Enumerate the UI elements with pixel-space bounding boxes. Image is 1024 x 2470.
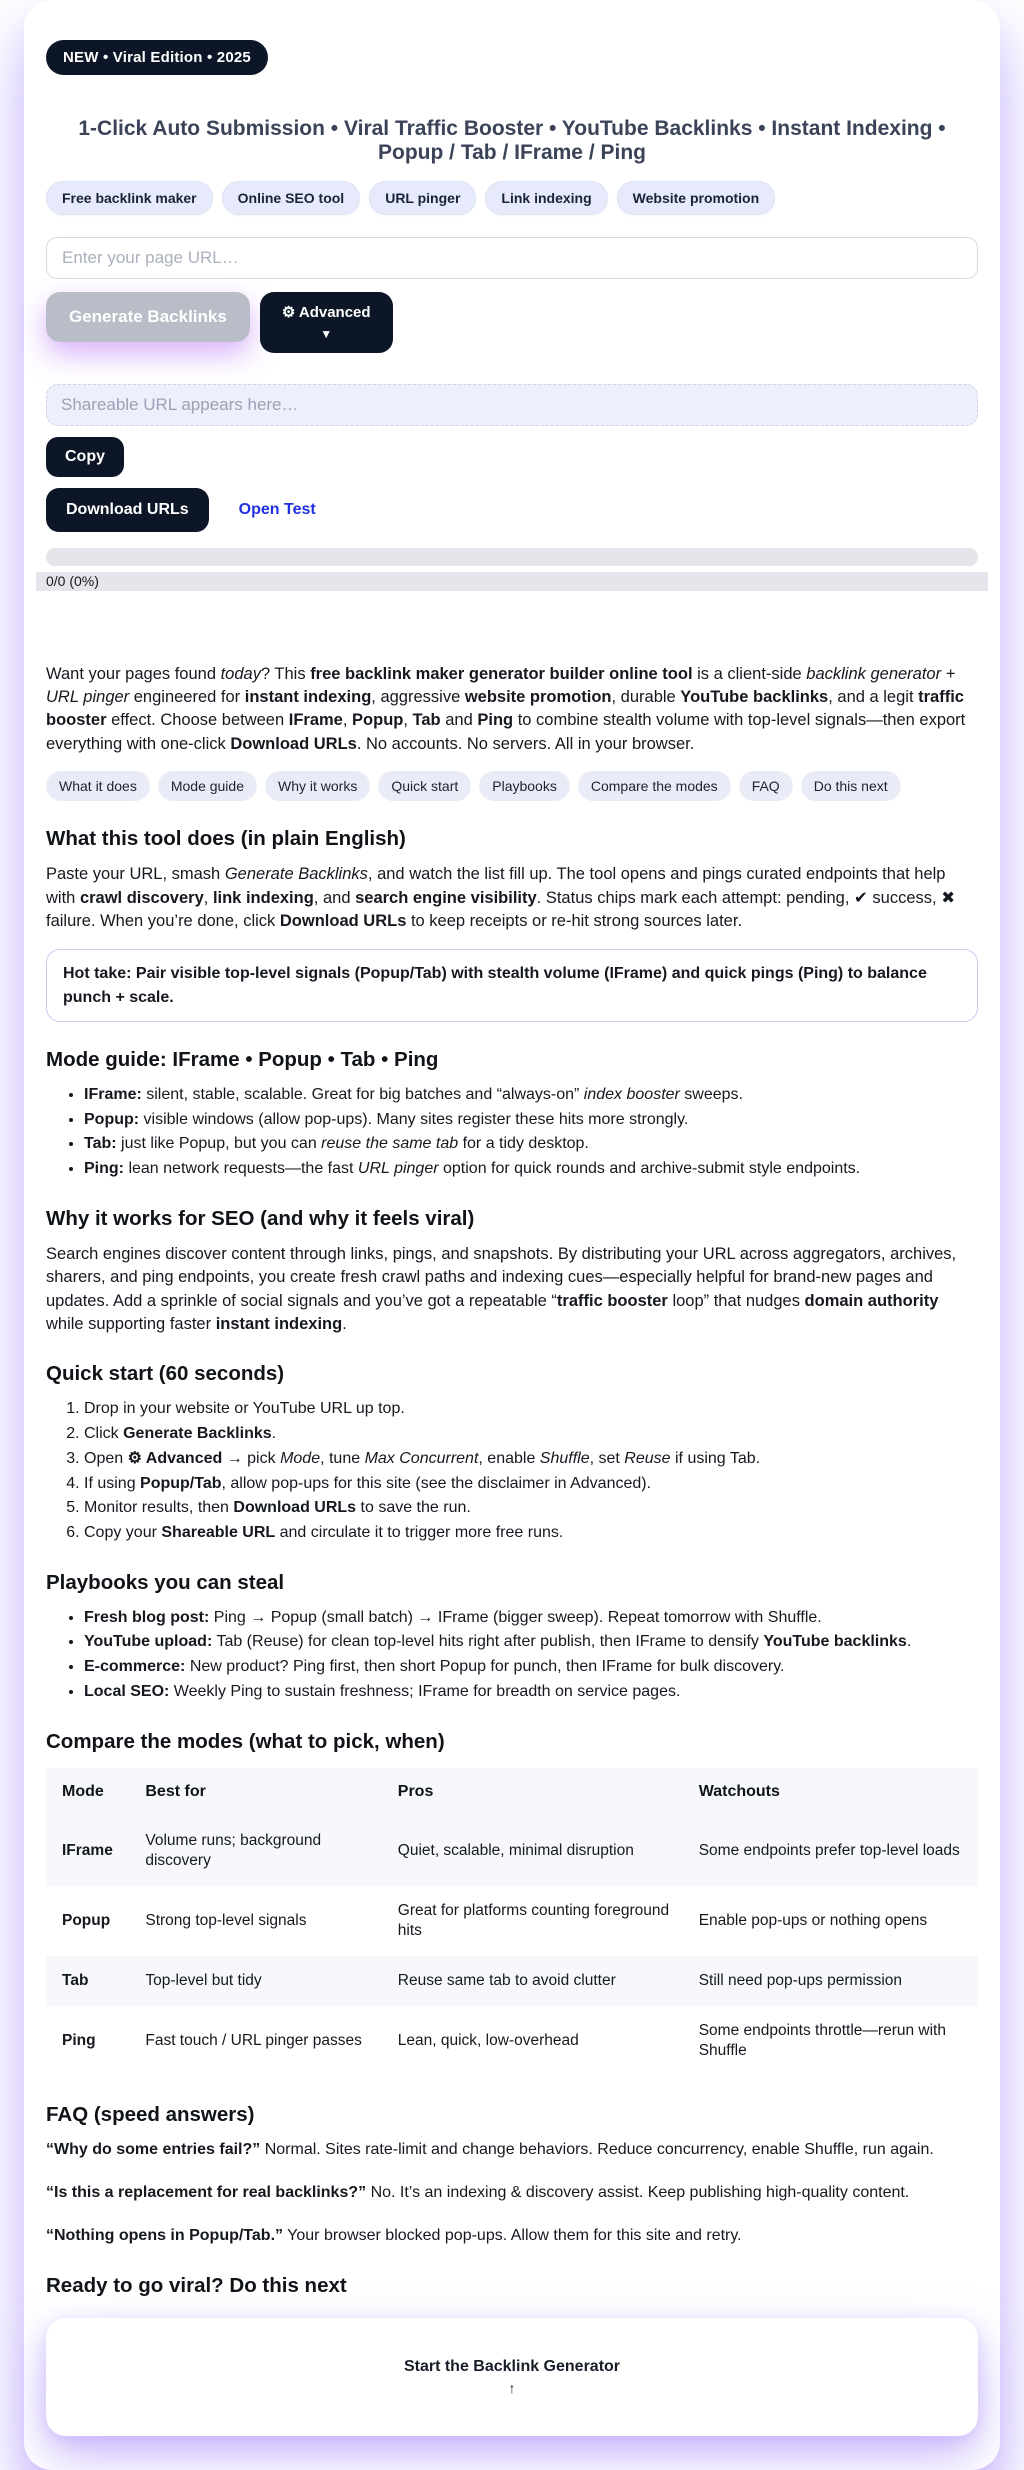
section-nav-chip[interactable]: Compare the modes xyxy=(578,771,731,801)
hot-take-callout: Hot take: Pair visible top-level signals (Popup/Tab) with stealth volume (IFrame) and quick pings (Ping) to balance punch + scale. xyxy=(46,949,978,1021)
table-cell-pros: Lean, quick, low-overhead xyxy=(397,2032,579,2050)
list-item: • Popup: visible windows (allow pop-ups). Many sites register these hits more strongly. xyxy=(84,1109,978,1132)
table-cell-mode: Popup xyxy=(62,1911,111,1929)
table-cell-mode: IFrame xyxy=(62,1841,113,1859)
cta-heading: Ready to go viral? Do this next xyxy=(46,2273,347,2297)
table-cell-pros: Reuse same tab to avoid clutter xyxy=(397,1972,616,1990)
table-row xyxy=(46,1886,978,1956)
section-nav xyxy=(46,771,978,801)
list-item: • Tab: just like Popup, but you can reuse the same tab for a tidy desktop. xyxy=(84,1133,978,1156)
keyword-chip: Free backlink maker xyxy=(46,181,213,215)
table-cell-pros: Quiet, scalable, minimal disruption xyxy=(397,1841,634,1859)
section-nav-chip[interactable]: What it does xyxy=(46,771,150,801)
section-nav-chip[interactable]: FAQ xyxy=(739,771,793,801)
list-item: • YouTube upload: Tab (Reuse) for clean top-level hits right after publish, then IFrame to densify YouTube backlinks. xyxy=(84,1631,978,1654)
what-paragraph: Paste your URL, smash Generate Backlinks, and watch the list fill up. The tool opens and pings curated endpoints that help with crawl discovery, link indexing, and search engine visibility. Status chips mark each attempt: pending, ✔ success, ✖ failure. When you’re done, click Download URLs to keep receipts or re-hit strong sources later. xyxy=(46,865,956,931)
table-header xyxy=(46,1768,978,1816)
table-cell-mode: Ping xyxy=(62,2032,96,2050)
table-header-row xyxy=(46,1768,978,1816)
copy-button[interactable]: Copy xyxy=(46,437,124,477)
why-heading: Why it works for SEO (and why it feels viral) xyxy=(46,1206,475,1230)
start-generator-link[interactable]: Start the Backlink Generator xyxy=(403,2357,621,2375)
list-item: • E-commerce: New product? Ping first, then short Popup for punch, then IFrame for bulk discovery. xyxy=(84,1656,978,1679)
download-urls-button[interactable]: Download URLs xyxy=(46,488,209,532)
chevron-down-icon: ▼ xyxy=(320,326,333,341)
mode-guide-list xyxy=(46,1084,978,1181)
main-card xyxy=(24,0,1000,2470)
intro-paragraph: Want your pages found today? This free backlink maker generator builder online tool is a client-side backlink generator + URL pinger engineered for instant indexing, aggressive website promotion, durable YouTube backlinks, and a legit traffic booster effect. Choose between IFrame, Popup, Tab and Ping to combine stealth volume with top-level signals—then export everything with one-click Download URLs. No accounts. No servers. All in your browser. xyxy=(46,664,966,753)
table-header-cell: Pros xyxy=(397,1782,434,1800)
mode-guide-heading: Mode guide: IFrame • Popup • Tab • Ping xyxy=(46,1047,439,1071)
table-header-cell: Watchouts xyxy=(698,1782,780,1800)
quickstart-heading: Quick start (60 seconds) xyxy=(46,1362,285,1386)
list-item: 4. If using Popup/Tab, allow pop-ups for this site (see the disclaimer in Advanced). xyxy=(84,1473,978,1496)
edition-badge: NEW • Viral Edition • 2025 xyxy=(46,40,268,75)
table-body xyxy=(46,1816,978,2077)
seo-article xyxy=(46,663,978,2436)
quickstart-list xyxy=(46,1398,978,1544)
faq-item: “Why do some entries fail?” Normal. Sites rate-limit and change behaviors. Reduce concurrency, enable Shuffle, run again. xyxy=(46,2140,934,2158)
keyword-chip: Website promotion xyxy=(617,181,776,215)
table-row xyxy=(46,1816,978,1886)
table-header-cell: Best for xyxy=(145,1782,206,1800)
keyword-chip-row xyxy=(46,181,978,215)
why-paragraph: Search engines discover content through links, pings, and snapshots. By distributing your URL across aggregators, archives, sharers, and ping endpoints, you create fresh crawl paths and indexing cues—especially helpful for brand-new pages and updates. Add a sprinkle of social signals and you’ve got a repeatable “traffic booster loop” that nudges domain authority while supporting faster instant indexing. xyxy=(46,1244,957,1333)
list-item: • Ping: lean network requests—the fast URL pinger option for quick rounds and archive-submit style endpoints. xyxy=(84,1158,978,1181)
keyword-chip: Online SEO tool xyxy=(222,181,361,215)
table-cell-bestfor: Strong top-level signals xyxy=(145,1911,307,1929)
section-nav-chip[interactable]: Quick start xyxy=(378,771,471,801)
faq-item: “Is this a replacement for real backlinks?” No. It’s an indexing & discovery assist. Keep publishing high-quality content. xyxy=(46,2183,910,2201)
table-cell-mode: Tab xyxy=(62,1972,89,1990)
table-header-cell: Mode xyxy=(62,1782,104,1800)
list-item: 5. Monitor results, then Download URLs to save the run. xyxy=(84,1497,978,1520)
page-url-input[interactable] xyxy=(46,237,978,279)
table-cell-bestfor: Fast touch / URL pinger passes xyxy=(145,2032,362,2050)
section-nav-chip[interactable]: Do this next xyxy=(801,771,901,801)
section-nav-chip[interactable]: Mode guide xyxy=(158,771,257,801)
playbooks-list xyxy=(46,1607,978,1704)
playbooks-heading: Playbooks you can steal xyxy=(46,1570,285,1594)
list-item: • IFrame: silent, stable, scalable. Great for big batches and “always-on” index booster sweeps. xyxy=(84,1084,978,1107)
list-item: 3. Open ⚙ Advanced → pick Mode, tune Max Concurrent, enable Shuffle, set Reuse if using Tab. xyxy=(84,1448,978,1471)
list-item: 6. Copy your Shareable URL and circulate it to trigger more free runs. xyxy=(84,1522,978,1545)
faq-item: “Nothing opens in Popup/Tab.” Your browser blocked pop-ups. Allow them for this site and retry. xyxy=(46,2227,742,2245)
list-item: 1. Drop in your website or YouTube URL up top. xyxy=(84,1398,978,1421)
section-nav-chip[interactable]: Why it works xyxy=(265,771,370,801)
advanced-toggle-button[interactable] xyxy=(260,292,393,353)
keyword-chip: URL pinger xyxy=(369,181,476,215)
open-test-link[interactable]: Open Test xyxy=(238,500,316,518)
table-cell-watchouts: Enable pop-ups or nothing opens xyxy=(698,1911,928,1929)
what-heading: What this tool does (in plain English) xyxy=(46,827,406,851)
table-cell-bestfor: Top-level but tidy xyxy=(145,1972,262,1990)
table-row xyxy=(46,1956,978,2006)
download-row xyxy=(46,488,978,532)
section-nav-chip[interactable]: Playbooks xyxy=(479,771,570,801)
compare-heading: Compare the modes (what to pick, when) xyxy=(46,1729,445,1753)
keyword-chip: Link indexing xyxy=(485,181,607,215)
table-cell-pros: Great for platforms counting foreground hits xyxy=(397,1901,670,1939)
table-cell-bestfor: Volume runs; background discovery xyxy=(145,1831,322,1869)
list-item: • Local SEO: Weekly Ping to sustain freshness; IFrame for breadth on service pages. xyxy=(84,1681,978,1704)
faq-heading: FAQ (speed answers) xyxy=(46,2102,255,2126)
cta-card xyxy=(46,2318,978,2436)
progress-bar xyxy=(46,548,978,566)
compare-table xyxy=(46,1768,978,2077)
table-cell-watchouts: Some endpoints throttle—rerun with Shuffle xyxy=(698,2022,946,2060)
faq-list xyxy=(46,2139,978,2248)
action-button-row xyxy=(46,292,978,353)
list-item: • Fresh blog post: Ping → Popup (small batch) → IFrame (bigger sweep). Repeat tomorrow with Shuffle. xyxy=(84,1607,978,1630)
shareable-url-input[interactable] xyxy=(46,384,978,426)
table-row xyxy=(46,2006,978,2076)
table-cell-watchouts: Some endpoints prefer top-level loads xyxy=(698,1841,960,1859)
gear-icon-label: ⚙ Advanced xyxy=(281,304,371,321)
table-cell-watchouts: Still need pop-ups permission xyxy=(698,1972,903,1990)
list-item: 2. Click Generate Backlinks. xyxy=(84,1423,978,1446)
arrow-up-icon: ↑ xyxy=(508,2379,516,2396)
generate-backlinks-button[interactable]: Generate Backlinks xyxy=(46,292,250,342)
progress-status: 0/0 (0%) xyxy=(36,572,988,591)
page-title: 1-Click Auto Submission • Viral Traffic Booster • YouTube Backlinks • Instant Indexing • Popup / Tab / IFrame / Ping xyxy=(78,117,946,164)
